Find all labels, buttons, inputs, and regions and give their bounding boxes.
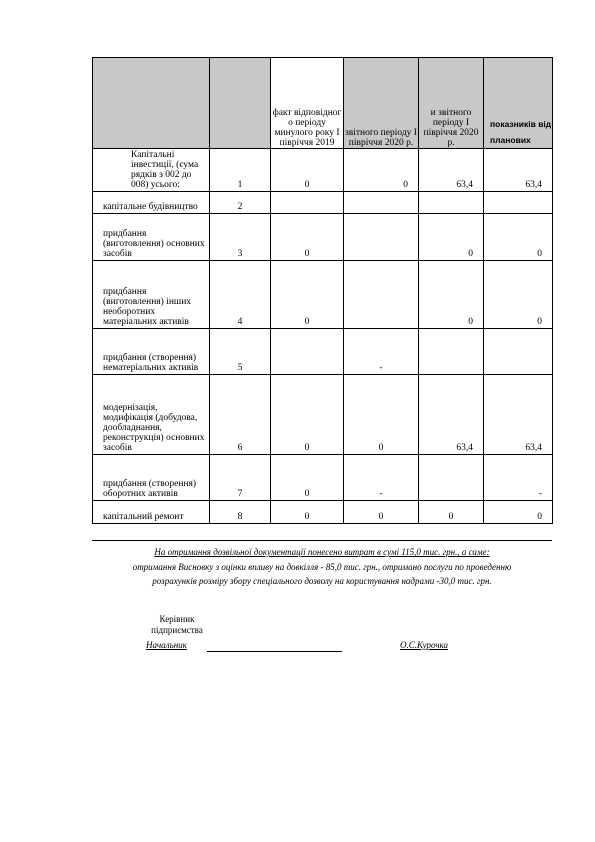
header-cell-4	[344, 58, 419, 149]
row-value-c6	[484, 329, 553, 375]
row-value-c4: 0	[344, 501, 419, 524]
header-cell-1	[93, 58, 210, 149]
row-value-c6: 0	[484, 214, 553, 261]
row-label: придбання (створення) оборотних активів	[93, 455, 210, 501]
row-code: 2	[210, 192, 271, 214]
signature-label: Керівник підприємства	[151, 614, 203, 635]
row-value-c6: 63,4	[484, 375, 553, 455]
table-row	[93, 149, 553, 192]
capital-investments-table	[92, 57, 553, 524]
row-value-c6: 0	[484, 261, 553, 329]
row-value-c4: -	[344, 329, 419, 375]
row-label: Капітальні інвестиції, (сума рядків з 002 до 008) усього:	[93, 149, 210, 192]
row-value-c5: 63,4	[419, 375, 484, 455]
row-code: 3	[210, 214, 271, 261]
row-value-c4: -	[344, 455, 419, 501]
row-label: модернізація, модифікація (добудова, дообладнання, реконструкція) основних засобів	[93, 375, 210, 455]
row-value-c3: 0	[271, 501, 344, 524]
row-value-c5	[419, 455, 484, 501]
header-deviation: показників від планових	[490, 119, 552, 145]
row-label: придбання (виготовлення) основних засобів	[93, 214, 210, 261]
header-fact-prev-year: факт відповідног о періоду минулого року І півріччя 2019	[272, 108, 342, 148]
header-cell-6	[484, 58, 553, 149]
header-cell-2	[210, 58, 271, 149]
row-label: капітальне будівництво	[93, 192, 210, 214]
row-code: 6	[210, 375, 271, 455]
table-header-row	[93, 58, 553, 149]
row-value-c6: 0	[484, 501, 553, 524]
table-row	[93, 261, 553, 329]
table-row	[93, 375, 553, 455]
row-code: 1	[210, 149, 271, 192]
row-value-c5: 0	[419, 214, 484, 261]
row-label: придбання (виготовлення) інших необоротних матеріальних активів	[93, 261, 210, 329]
row-value-c4: 0	[344, 149, 419, 192]
row-value-c6	[484, 192, 553, 214]
separator-line	[92, 540, 552, 541]
row-value-c6: 63,4	[484, 149, 553, 192]
row-value-c3	[271, 329, 344, 375]
row-label: придбання (створення) нематеріальних активів	[93, 329, 210, 375]
table-row	[93, 501, 553, 524]
row-value-c5	[419, 192, 484, 214]
header-cell-3	[271, 58, 344, 149]
row-value-c3: 0	[271, 455, 344, 501]
signature-line	[207, 651, 342, 652]
row-code: 5	[210, 329, 271, 375]
row-value-c4	[344, 261, 419, 329]
signature-name: О.С.Курочка	[400, 640, 449, 650]
row-label: капітальний ремонт	[93, 501, 210, 524]
row-value-c5: 63,4	[419, 149, 484, 192]
row-value-c3: 0	[271, 214, 344, 261]
row-value-c3: 0	[271, 375, 344, 455]
row-code: 4	[210, 261, 271, 329]
row-value-c3: 0	[271, 149, 344, 192]
row-code: 8	[210, 501, 271, 524]
row-value-c3: 0	[271, 261, 344, 329]
row-value-c5	[419, 329, 484, 375]
row-code: 7	[210, 455, 271, 501]
row-value-c4	[344, 192, 419, 214]
header-reporting-period: звітного періоду І півріччя 2020 р.	[345, 128, 417, 148]
table-row	[93, 214, 553, 261]
table-row	[93, 329, 553, 375]
note-line-2: отримання Висновку з оцінки впливу на довкілля - 85,0 тис. грн., отримано послуги по проведенню	[132, 562, 512, 572]
table-row	[93, 192, 553, 214]
row-value-c5: 0	[419, 501, 484, 524]
header-cell-5	[419, 58, 484, 149]
signature-position: Начальник	[146, 640, 187, 650]
header-reporting-period-2: и звітного періоду І півріччя 2020 р.	[423, 108, 479, 148]
row-value-c3	[271, 192, 344, 214]
row-value-c6: -	[484, 455, 553, 501]
table-row	[93, 455, 553, 501]
note-line-3: розрахунків розміру збору спеціального дозволу на користування надрами -30,0 тис. грн.	[152, 576, 492, 586]
note-line-1: На отримання дозвільної документації понесено витрат в сумі 115,0 тис. грн., а саме:	[154, 547, 490, 557]
row-value-c5: 0	[419, 261, 484, 329]
row-value-c4	[344, 214, 419, 261]
row-value-c4: 0	[344, 375, 419, 455]
